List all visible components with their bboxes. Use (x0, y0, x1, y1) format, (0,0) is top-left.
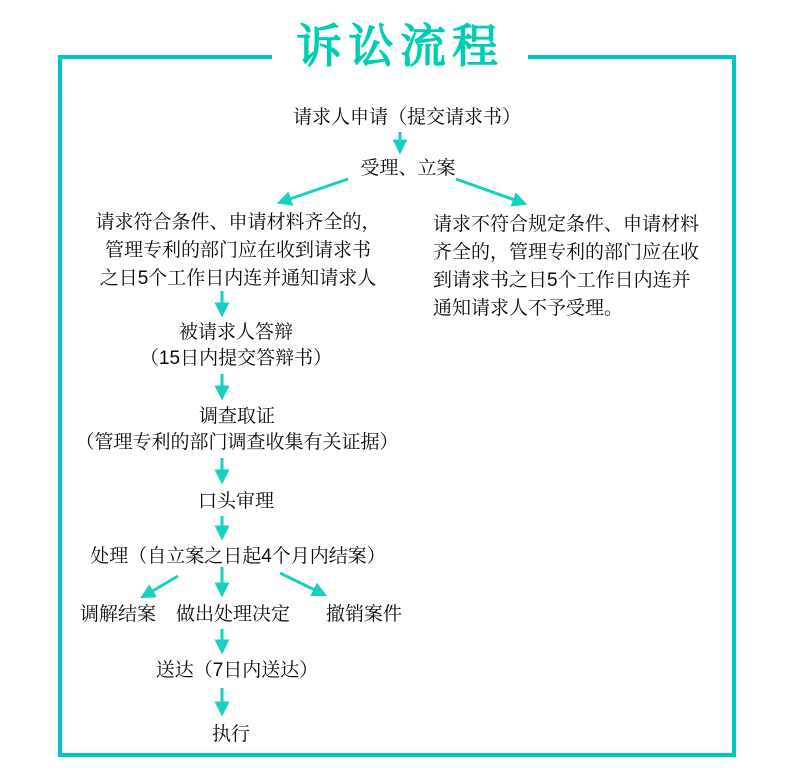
node-defense (140, 320, 332, 372)
unqualified-line-4: 通知请求人不予受理。 (433, 298, 624, 319)
defense-note: （15日内提交答辩书） (139, 348, 333, 369)
unqualified-line-3: 到请求书之日5个工作日内连并 (433, 270, 691, 291)
defense-main: 被请求人答辩 (178, 322, 294, 343)
node-investigation (75, 404, 398, 456)
node-unqualified-condition (433, 211, 699, 323)
unqualified-line-1: 请求不符合规定条件、申请材料 (433, 214, 700, 235)
node-oral-hearing: 口头审理 (197, 491, 275, 512)
qualified-line-2: 管理专利的部门应在收到请求书 (104, 240, 372, 261)
unqualified-line-2: 齐全的，管理专利的部门应在收 (433, 242, 700, 263)
arrow-accept-to-unqualified (456, 179, 523, 203)
arrow-handling-to-mediation (144, 576, 178, 596)
node-apply: 请求人申请（提交请求书） (292, 107, 522, 128)
qualified-line-3: 之日5个工作日内连并通知请求人 (99, 268, 377, 289)
investigation-main: 调查取证 (198, 406, 276, 427)
qualified-line-1: 请求符合条件、申请材料齐全的， (95, 212, 381, 233)
page-title: 诉讼流程 (272, 20, 528, 73)
node-delivery: 送达（7日内送达） (155, 660, 319, 681)
node-outcome-withdrawal: 撤销案件 (325, 604, 403, 625)
node-outcome-decision: 做出处理决定 (175, 604, 291, 625)
arrow-accept-to-qualified (281, 179, 348, 202)
node-outcome-mediation: 调解结案 (79, 604, 157, 625)
node-handling: 处理（自立案之日起4个月内结案） (90, 546, 386, 567)
investigation-note: （管理专利的部门调查收集有关证据） (75, 432, 399, 453)
node-qualified-condition (95, 209, 380, 293)
arrow-handling-to-withdrawal (280, 573, 323, 594)
node-accept: 受理、立案 (360, 158, 456, 179)
node-execution: 执行 (211, 724, 251, 745)
